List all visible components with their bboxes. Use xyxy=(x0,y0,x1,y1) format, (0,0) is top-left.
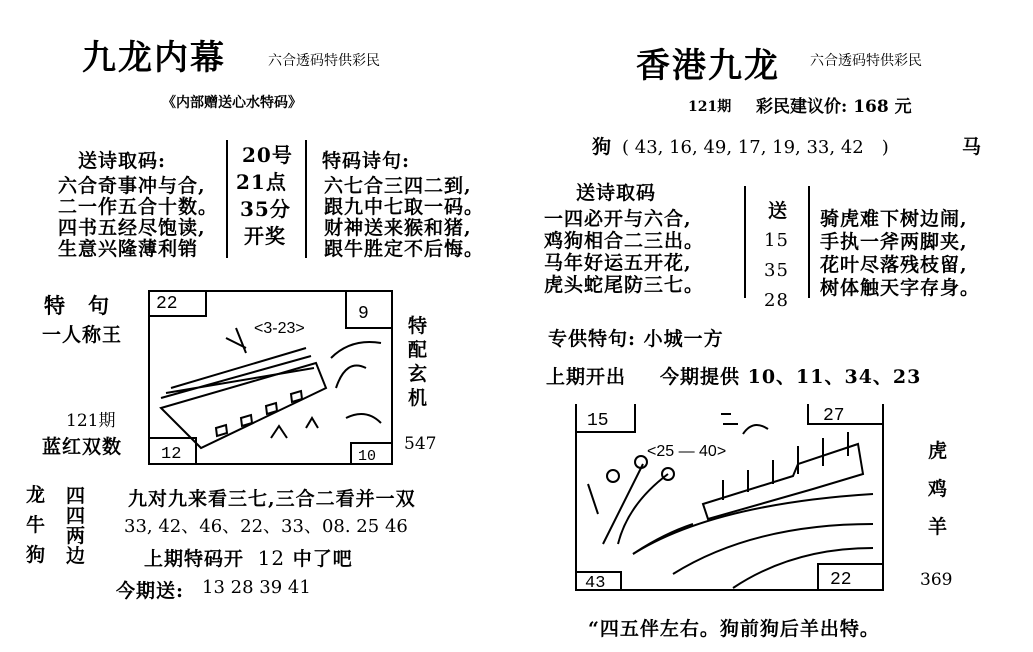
right-supply-note: 六合透码特供彩民 xyxy=(810,53,922,69)
right-price: 彩民建议价: 168 元 xyxy=(756,97,912,117)
special-poem xyxy=(324,176,484,260)
left-subtitle: 《内部赠送心水特码》 xyxy=(162,95,302,111)
send-number: 35 xyxy=(764,260,789,281)
sentence-1: 九对九来看三七,三合二看并一双 xyxy=(128,488,416,510)
bottom-sentence: “四五伴左右。狗前狗后羊出特。 xyxy=(588,618,880,640)
right-poem2-line: 骑虎难下树边闹, xyxy=(820,208,968,230)
left-divider-1 xyxy=(226,140,228,258)
side-number: 369 xyxy=(920,570,953,590)
right-pic-range: <25 — 40> xyxy=(647,443,727,460)
side-zodiac-goat: 羊 xyxy=(928,516,949,538)
today-label: 今期送: xyxy=(116,580,185,602)
send-number: 15 xyxy=(764,230,789,251)
left-poem-line: 二一作五合十数。 xyxy=(58,196,219,218)
right-poem-line: 一四必开与六合, xyxy=(544,208,692,230)
right-pic-num-tr: 27 xyxy=(823,406,845,426)
vertical-hint-char: 机 xyxy=(408,387,429,409)
right-pic-num-tl: 15 xyxy=(587,411,609,431)
bird-strokes xyxy=(226,328,246,353)
last-hit xyxy=(144,544,353,571)
right-poem-line: 虎头蛇尾防三七。 xyxy=(544,274,705,296)
draw-hour: 21点 xyxy=(236,170,287,194)
zodiac-col2-char: 边 xyxy=(66,545,87,567)
zodiac-dog: 狗 xyxy=(26,544,47,566)
draw-info xyxy=(236,142,293,250)
right-title: 香港九龙 xyxy=(636,46,780,86)
left-poem-line: 六合奇事冲与合, xyxy=(58,175,206,197)
left-title: 九龙内幕 xyxy=(82,38,226,78)
fence-posts xyxy=(723,432,848,500)
flower-head xyxy=(607,470,619,482)
vertical-hint-char: 配 xyxy=(408,339,429,361)
vertical-number: 547 xyxy=(404,434,437,454)
draw-minute: 35分 xyxy=(240,197,291,221)
grass-strokes xyxy=(271,418,318,438)
left-corner-tr xyxy=(346,291,392,328)
special-phrase: 一人称王 xyxy=(42,324,123,346)
zodiac-col2-char: 四 xyxy=(66,485,87,507)
right-poem-line: 马年好运五开花, xyxy=(544,252,692,274)
right-poem2-line: 树体触天字存身。 xyxy=(820,277,981,299)
left-poem-line: 生意兴隆薄利销 xyxy=(58,238,199,260)
left-pic-range: <3-23> xyxy=(254,320,305,337)
send-number: 28 xyxy=(764,290,789,311)
special-phrase-label: 特 句 xyxy=(44,293,110,318)
horse-label: 马 xyxy=(962,136,983,158)
right-poem-header: 送诗取码 xyxy=(576,182,657,204)
plant-strokes xyxy=(588,464,693,554)
special-poem-line: 六七合三四二到, xyxy=(324,175,472,197)
left-pic-num-tl: 22 xyxy=(156,294,178,314)
left-pic-num-tr: 9 xyxy=(358,304,369,324)
draw-label: 开奖 xyxy=(244,224,286,248)
right-divider-1 xyxy=(744,186,746,298)
right-pic-num-bl: 43 xyxy=(585,574,606,593)
side-zodiac-tiger: 虎 xyxy=(928,440,949,462)
vertical-hint-char: 特 xyxy=(408,315,429,337)
last-hit-suffix: 中了吧 xyxy=(292,548,353,570)
left-poem-line: 四书五经尽饱读, xyxy=(58,217,206,239)
zodiac-col1 xyxy=(26,480,46,570)
right-poem-line: 鸡狗相合二三出。 xyxy=(544,230,705,252)
special-poem-line: 跟九中七取一码。 xyxy=(324,196,485,218)
zodiac-col2-char: 四 xyxy=(66,505,87,527)
draw-day: 20号 xyxy=(242,143,293,167)
color-hint: 蓝红双数 xyxy=(42,436,123,458)
left-pic-num-br: 10 xyxy=(358,448,377,465)
right-issue: 121期 xyxy=(688,99,732,115)
zodiac-ox: 牛 xyxy=(26,514,47,536)
left-pic-num-bl: 12 xyxy=(161,445,182,464)
last-hit-text: 上期特码开 xyxy=(144,548,245,570)
left-supply-note: 六合透码特供彩民 xyxy=(268,53,380,69)
left-issue: 121期 xyxy=(66,411,116,431)
vertical-hint-char: 玄 xyxy=(408,363,429,385)
right-special-phrase: 专供特句: 小城一方 xyxy=(548,328,724,350)
left-poem-header: 送诗取码: xyxy=(78,150,167,172)
side-zodiacs xyxy=(928,432,948,546)
dog-label: 狗 xyxy=(592,136,613,158)
house-roof xyxy=(161,348,314,398)
vertical-hint xyxy=(408,314,428,410)
left-picture xyxy=(146,288,396,468)
send-label: 送 xyxy=(768,200,789,222)
last-issue: 上期开出 xyxy=(546,366,627,388)
right-poem2 xyxy=(820,208,980,300)
numbers-line: 33, 42、46、22、33、08. 25 46 xyxy=(124,516,408,537)
left-divider-2 xyxy=(305,140,307,258)
zodiac-col2 xyxy=(66,486,86,566)
special-poem-line: 财神送来猴和猪, xyxy=(324,217,472,239)
sky-strokes xyxy=(721,414,768,434)
right-divider-2 xyxy=(808,186,810,298)
zodiac-col2-char: 两 xyxy=(66,525,87,547)
house-windows xyxy=(216,391,302,436)
zodiac-dragon: 龙 xyxy=(26,484,47,506)
dog-numbers: ( 43, 16, 49, 17, 19, 33, 42 ) xyxy=(622,137,889,158)
right-poem2-line: 花叶尽落残枝留, xyxy=(820,254,968,276)
fence-outline xyxy=(703,444,863,519)
right-corner-tr xyxy=(808,404,883,424)
this-issue: 今期提供 10、11、34、23 xyxy=(660,366,922,388)
last-hit-number: 12 xyxy=(257,546,286,570)
right-poem xyxy=(544,208,704,296)
side-zodiac-rooster: 鸡 xyxy=(928,478,949,500)
special-header: 特码诗句: xyxy=(322,150,411,172)
right-poem2-line: 手执一斧两脚夹, xyxy=(820,231,968,253)
left-poem xyxy=(58,176,218,260)
today-numbers: 13 28 39 41 xyxy=(202,577,311,598)
tree-strokes xyxy=(331,342,381,423)
right-pic-num-br: 22 xyxy=(830,570,852,590)
special-poem-line: 跟牛胜定不后悔。 xyxy=(324,238,485,260)
right-picture xyxy=(573,404,885,592)
send-column xyxy=(764,196,789,311)
